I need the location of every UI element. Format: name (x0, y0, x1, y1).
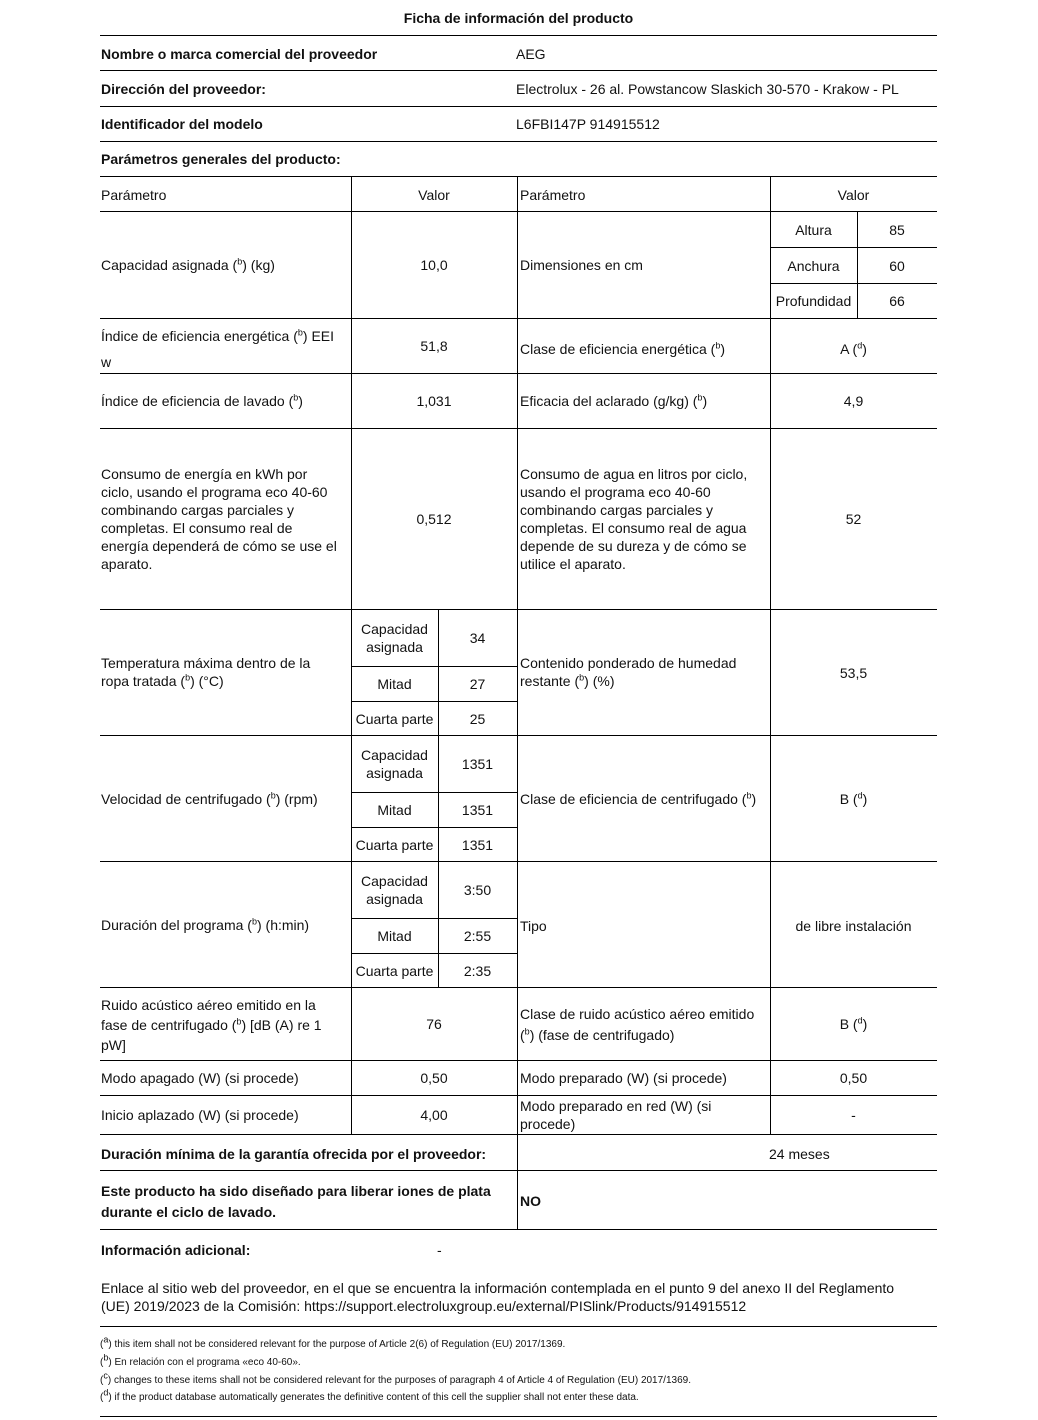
eei-value: 51,8 (420, 338, 448, 354)
energy-class-value: A ($^d$) (840, 340, 867, 357)
warranty-value: 24 meses (769, 1146, 830, 1162)
rule (100, 1416, 937, 1417)
wash-index-value: 1,031 (416, 393, 452, 409)
network-standby-value: - (851, 1107, 856, 1123)
footnote: ($^c$) changes to these items shall not be considered relevant for the purposes of paragraph 4 of Article 4 of Regulation (EU) 2017/1369. (100, 1370, 691, 1386)
temperature-sub-value: 27 (469, 676, 486, 692)
spin-sub-value: 1351 (461, 802, 494, 818)
rule (517, 1095, 518, 1134)
duration-sub-value: 2:35 (463, 962, 492, 979)
spin-sub-label: Cuarta parte (355, 836, 434, 853)
energy-consumption-label: Consumo de energía en kWh por ciclo, usando el programa eco 40-60 combinando cargas parciales y completas. El consumo real de energía dependerá de cómo se use el aparato. (101, 466, 337, 572)
header-param-left: Parámetro (101, 186, 167, 203)
page-title: Ficha de información del producto (403, 10, 634, 26)
rule (517, 176, 518, 1095)
footnote: ($^b$) En relación con el programa «eco 40-60». (100, 1352, 301, 1368)
standby-value: 0,50 (839, 1070, 868, 1086)
spin-sub-label: Mitad (377, 802, 412, 818)
rule (517, 1134, 518, 1229)
header-value-left: Valor (418, 186, 450, 203)
rule (100, 141, 937, 142)
dimension-value: 60 (889, 257, 905, 274)
wash-index-label: Índice de eficiencia de lavado ($^b$) (101, 392, 303, 409)
standby-label: Modo preparado (W) (si procede) (520, 1070, 727, 1086)
duration-sub-value: 2:55 (463, 928, 492, 944)
type-label: Tipo (520, 918, 547, 934)
temperature-sub-label: Mitad (377, 676, 412, 692)
footnote: ($^d$) if the product database automatically generates the definitive content of this cell the supplier shall not enter these data. (100, 1387, 639, 1403)
eei-label: Índice de eficiencia energética ($^b$) EEI (101, 327, 335, 344)
additional-info-value: - (437, 1242, 442, 1258)
rinse-label: Eficacia del aclarado (g/kg) ($^b$) (520, 392, 708, 409)
network-standby-label: Modo preparado en red (W) (si procede) (520, 1098, 712, 1132)
energy-class-label: Clase de eficiencia energética ($^b$) (520, 340, 726, 357)
rule (100, 1229, 937, 1230)
noise-value: 76 (426, 1016, 442, 1032)
spin-sub-value: 1351 (461, 836, 494, 853)
duration-sub-label: Capacidad asignada (361, 873, 428, 907)
dimension-value: 66 (889, 293, 905, 309)
spin-sub-value: 1351 (461, 756, 494, 772)
water-consumption-value: 52 (845, 511, 862, 527)
capacity-value: 10,0 (420, 257, 448, 273)
rule (100, 1170, 937, 1171)
spin-class-value: B ($^d$) (839, 790, 868, 807)
moisture-value: 53,5 (839, 665, 868, 681)
duration-label: Duración del programa ($^b$) (h:min) (101, 916, 310, 933)
dimension-value: 85 (889, 221, 905, 238)
header-value-right: Valor (837, 186, 870, 203)
noise-class-value: B ($^d$) (839, 1015, 868, 1032)
off-mode-value: 0,50 (420, 1070, 448, 1086)
footnote: ($^a$) this item shall not be considered relevant for the purpose of Article 2(6) of Regulation (EU) 2017/1369. (100, 1334, 566, 1350)
general-params-label: Parámetros generales del producto: (101, 151, 341, 167)
dimensions-label: Dimensiones en cm (520, 257, 643, 273)
rule (100, 35, 937, 36)
rule (100, 106, 937, 107)
spin-speed-label: Velocidad de centrifugado ($^b$) (rpm) (101, 790, 318, 807)
silver-ions-value: NO (520, 1193, 541, 1209)
supplier-address-label: Dirección del proveedor: (101, 81, 266, 97)
moisture-label: Contenido ponderado de humedad restante ($^b$) (%) (520, 655, 737, 689)
noise-class-label: Clase de ruido acústico aéreo emitido ($^b$) (fase de centrifugado) (520, 1006, 755, 1043)
delay-start-value: 4,00 (420, 1107, 448, 1123)
rinse-value: 4,9 (843, 393, 864, 409)
water-consumption-label: Consumo de agua en litros por ciclo, usando el programa eco 40-60 combinando cargas parciales y completas. El consumo real de agua depende de su dureza y de cómo se utilice el aparato. (520, 466, 748, 572)
eei-label-line2: w (101, 354, 112, 370)
temperature-sub-label: Capacidad asignada (361, 621, 428, 655)
supplier-address-value: Electrolux - 26 al. Powstancow Slaskich 30-570 - Krakow - PL (516, 81, 899, 97)
capacity-label: Capacidad asignada ($^b$) (kg) (101, 256, 275, 273)
dimension-name: Altura (795, 221, 832, 238)
supplier-name-value: AEG (516, 46, 546, 62)
noise-label: Ruido acústico aéreo emitido en la fase de centrifugado ($^b$) [dB (A) re 1 pW] (101, 997, 322, 1053)
silver-ions-label: Este producto ha sido diseñado para liberar iones de plata durante el ciclo de lavado. (101, 1183, 491, 1220)
additional-info-label: Información adicional: (101, 1242, 251, 1258)
temperature-sub-value: 25 (469, 710, 486, 727)
rule (100, 318, 937, 319)
type-value: de libre instalación (795, 918, 912, 934)
delay-start-label: Inicio aplazado (W) (si procede) (101, 1107, 299, 1123)
temperature-sub-label: Cuarta parte (355, 710, 434, 727)
temperature-label: Temperatura máxima dentro de la ropa tratada ($^b$) (°C) (101, 655, 311, 689)
dimension-name: Profundidad (775, 293, 852, 309)
rule (100, 1134, 937, 1135)
spin-class-label: Clase de eficiencia de centrifugado ($^b$) (520, 790, 757, 807)
energy-consumption-value: 0,512 (416, 511, 452, 527)
spin-sub-label: Capacidad asignada (361, 747, 428, 781)
duration-sub-label: Cuarta parte (355, 962, 434, 979)
duration-sub-label: Mitad (377, 928, 412, 944)
temperature-sub-value: 34 (469, 630, 486, 646)
header-param-right: Parámetro (520, 186, 586, 203)
warranty-label: Duración mínima de la garantía ofrecida por el proveedor: (101, 1146, 487, 1162)
model-label: Identificador del modelo (101, 116, 263, 132)
rule (100, 1326, 937, 1327)
rule (100, 70, 937, 71)
supplier-link-text: Enlace al sitio web del proveedor, en el que se encuentra la información contemplada en el punto 9 del anexo II del Reglamento (UE) 2019/2023 de la Comisión: https://support.electroluxgroup.eu/external/PISlink/Products/914915512 (101, 1280, 895, 1314)
model-value: L6FBI147P 914915512 (516, 116, 660, 132)
supplier-name-label: Nombre o marca comercial del proveedor (101, 46, 378, 62)
off-mode-label: Modo apagado (W) (si procede) (101, 1070, 299, 1086)
dimension-name: Anchura (787, 257, 840, 274)
duration-sub-value: 3:50 (463, 882, 492, 898)
